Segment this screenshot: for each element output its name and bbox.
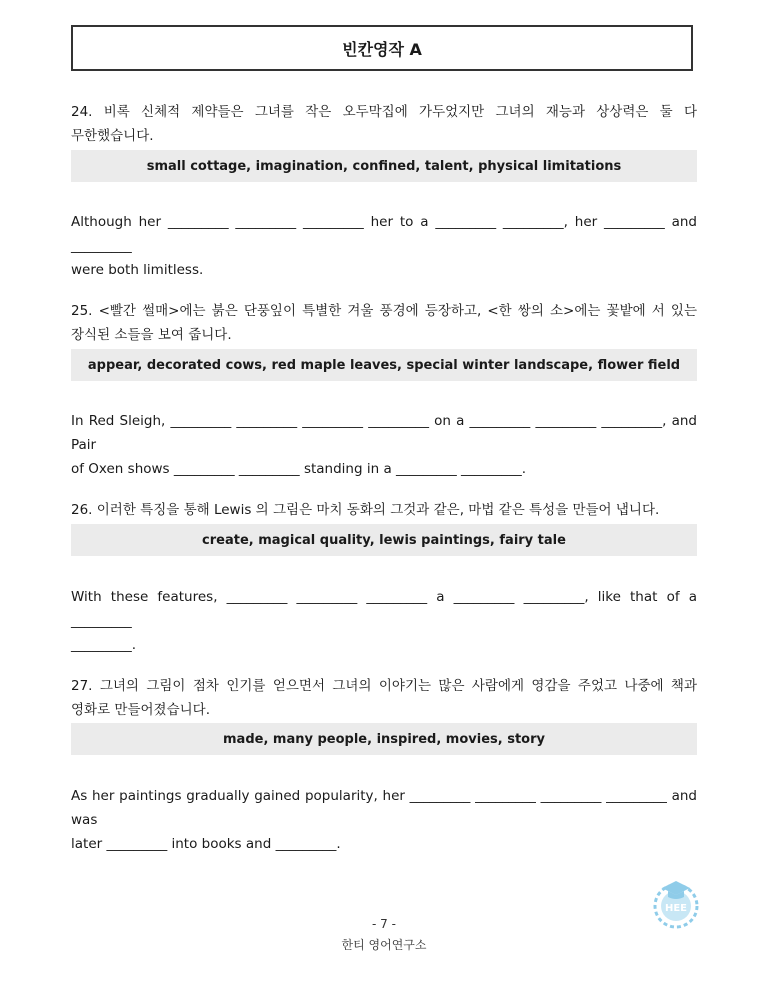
question-25-words: appear, decorated cows, red maple leaves, special winter landscape, flower field <box>87 357 681 373</box>
question-26-english <box>71 585 697 657</box>
question-24-english <box>71 210 697 282</box>
question-25-english <box>71 409 697 481</box>
question-27-english <box>71 784 697 856</box>
question-24-english-line1: Although her _________ _________ _________ her to a _________ _________, her _________ and _________ <box>71 214 697 254</box>
question-25-korean-line2: 장식된 소들을 보여 줍니다. <box>71 327 232 343</box>
question-24-korean-line2: 무한했습니다. <box>71 128 154 144</box>
question-27-korean-line1: 27. 그녀의 그림이 점차 인기를 얻으면서 그녀의 이야기는 많은 사람에게 영감을 주었고 나중에 책과 <box>71 678 697 694</box>
question-24-korean <box>71 100 697 148</box>
question-25-english-line2: of Oxen shows _________ _________ standing in a _________ _________. <box>71 461 527 477</box>
question-27-korean <box>71 674 697 722</box>
question-27-words: made, many people, inspired, movies, story <box>223 731 545 747</box>
question-26-words: create, magical quality, lewis paintings, fairy tale <box>202 532 566 548</box>
question-26-word-bank <box>71 524 697 556</box>
question-27-word-bank <box>71 723 697 755</box>
question-24-english-line2: were both limitless. <box>71 262 204 278</box>
question-26-english-line2: _________. <box>71 637 137 653</box>
publisher-name: 한티 영어연구소 <box>341 938 427 952</box>
question-25-korean-line1: 25. <빨간 썰매>에는 붉은 단풍잎이 특별한 겨울 풍경에 등장하고, <한 쌍의 소>에는 꽃밭에 서 있는 <box>71 303 697 319</box>
question-24-words: small cottage, imagination, confined, talent, physical limitations <box>146 158 622 174</box>
question-27-english-line1: As her paintings gradually gained popularity, her _________ _________ _________ _________ and was <box>71 788 697 828</box>
question-26-korean-line1: 26. 이러한 특징을 통해 Lewis 의 그림은 마치 동화의 그것과 같은, 마법 같은 특성을 만들어 냅니다. <box>71 502 660 518</box>
question-24-word-bank <box>71 150 697 182</box>
page-number: - 7 - <box>372 917 396 931</box>
question-24-korean-line1: 24. 비록 신체적 제약들은 그녀를 작은 오두막집에 가두었지만 그녀의 재능과 상상력은 둘 다 <box>71 104 697 120</box>
page-title: 빈칸영작 A <box>342 39 422 59</box>
question-27-korean-line2: 영화로 만들어졌습니다. <box>71 702 210 718</box>
logo-text: HEE <box>664 903 688 914</box>
page-title-box <box>71 25 693 71</box>
question-25-korean <box>71 299 697 347</box>
question-26-korean <box>71 498 697 522</box>
question-26-english-line1: With these features, _________ _________ _________ a _________ _________, like that of a _________ <box>71 589 697 629</box>
question-25-english-line1: In Red Sleigh, _________ _________ _________ _________ on a _________ _________ _________, and Pair <box>71 413 697 453</box>
question-27-english-line2: later _________ into books and _________. <box>71 836 341 852</box>
question-25-word-bank <box>71 349 697 381</box>
